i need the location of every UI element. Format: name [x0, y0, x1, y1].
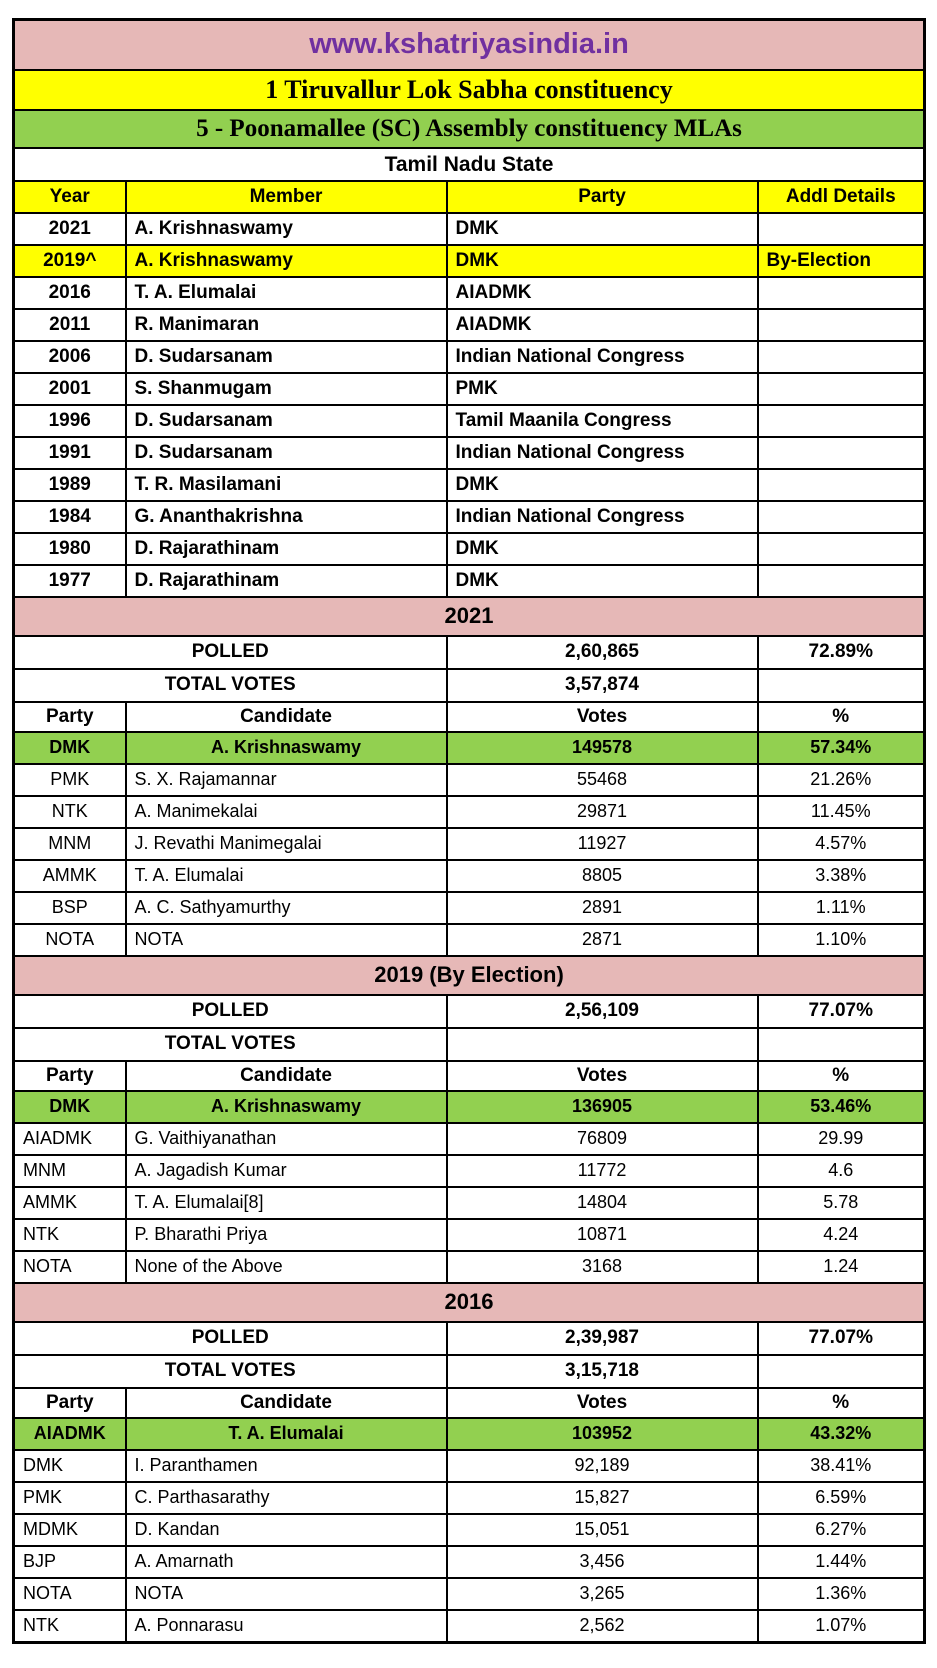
percent-cell: 53.46% [758, 1091, 925, 1123]
total-votes-row [14, 669, 925, 702]
winner-result-row [14, 1091, 925, 1123]
year-cell: 1991 [14, 437, 126, 469]
addl-details-column-header: Addl Details [758, 181, 925, 213]
percent-cell: 11.45% [758, 796, 925, 828]
percent-cell: 1.44% [758, 1546, 925, 1578]
member-cell: R. Manimaran [126, 309, 447, 341]
party-cell: Indian National Congress [447, 437, 758, 469]
party-cell: AIADMK [447, 309, 758, 341]
result-row [14, 1155, 925, 1187]
mla-row [14, 565, 925, 597]
member-cell: T. A. Elumalai [126, 277, 447, 309]
result-row [14, 1123, 925, 1155]
mla-row [14, 213, 925, 245]
member-cell: G. Ananthakrishna [126, 501, 447, 533]
result-row [14, 860, 925, 892]
percent-cell: 1.07% [758, 1610, 925, 1643]
party-cell: PMK [14, 764, 126, 796]
votes-cell: 8805 [447, 860, 758, 892]
winner-result-row [14, 732, 925, 764]
party-cell: AMMK [14, 860, 126, 892]
votes-cell: 55468 [447, 764, 758, 796]
percent-cell: 4.24 [758, 1219, 925, 1251]
mla-header-row [14, 181, 925, 213]
party-cell: MNM [14, 1155, 126, 1187]
votes-cell: 14804 [447, 1187, 758, 1219]
mla-row-byelection [14, 245, 925, 277]
addl-cell [758, 501, 925, 533]
party-cell: DMK [447, 213, 758, 245]
year-cell: 2011 [14, 309, 126, 341]
candidate-cell: A. Krishnaswamy [126, 732, 447, 764]
votes-column-header: Votes [447, 702, 758, 732]
party-cell: DMK [447, 565, 758, 597]
candidate-cell: NOTA [126, 924, 447, 956]
percent-cell: 29.99 [758, 1123, 925, 1155]
result-row [14, 892, 925, 924]
result-row [14, 1187, 925, 1219]
party-column-header: Party [447, 181, 758, 213]
addl-cell [758, 213, 925, 245]
candidate-cell: None of the Above [126, 1251, 447, 1283]
polled-percent: 77.07% [758, 1322, 925, 1355]
votes-cell: 29871 [447, 796, 758, 828]
candidate-cell: C. Parthasarathy [126, 1482, 447, 1514]
polled-percent: 72.89% [758, 636, 925, 669]
party-cell: BJP [14, 1546, 126, 1578]
votes-cell: 11927 [447, 828, 758, 860]
party-cell: AMMK [14, 1187, 126, 1219]
addl-cell [758, 341, 925, 373]
votes-cell: 3168 [447, 1251, 758, 1283]
results-header-row [14, 1388, 925, 1418]
total-votes-percent [758, 669, 925, 702]
votes-cell: 2871 [447, 924, 758, 956]
addl-cell [758, 405, 925, 437]
votes-cell: 92,189 [447, 1450, 758, 1482]
candidate-cell: A. Amarnath [126, 1546, 447, 1578]
total-votes-label: TOTAL VOTES [14, 669, 447, 702]
candidate-cell: D. Kandan [126, 1514, 447, 1546]
result-row [14, 828, 925, 860]
votes-cell: 2891 [447, 892, 758, 924]
result-row [14, 924, 925, 956]
votes-column-header: Votes [447, 1061, 758, 1091]
addl-cell [758, 533, 925, 565]
party-cell: NOTA [14, 924, 126, 956]
party-cell: Tamil Maanila Congress [447, 405, 758, 437]
polled-label: POLLED [14, 636, 447, 669]
polled-row [14, 995, 925, 1028]
year-cell: 2019^ [14, 245, 126, 277]
total-votes-row [14, 1355, 925, 1388]
member-cell: D. Sudarsanam [126, 341, 447, 373]
member-column-header: Member [126, 181, 447, 213]
party-cell: NTK [14, 796, 126, 828]
result-row [14, 1219, 925, 1251]
polled-label: POLLED [14, 995, 447, 1028]
votes-cell: 76809 [447, 1123, 758, 1155]
year-cell: 1977 [14, 565, 126, 597]
total-votes-percent [758, 1355, 925, 1388]
candidate-cell: T. A. Elumalai[8] [126, 1187, 447, 1219]
candidate-cell: A. Krishnaswamy [126, 1091, 447, 1123]
percent-cell: 1.36% [758, 1578, 925, 1610]
percent-cell: 57.34% [758, 732, 925, 764]
mla-row [14, 469, 925, 501]
party-cell: DMK [14, 732, 126, 764]
member-cell: S. Shanmugam [126, 373, 447, 405]
party-cell: DMK [447, 469, 758, 501]
total-votes-row [14, 1028, 925, 1061]
election-year-banner: 2019 (By Election) [14, 956, 925, 995]
votes-cell: 2,562 [447, 1610, 758, 1643]
winner-result-row [14, 1418, 925, 1450]
addl-cell: By-Election [758, 245, 925, 277]
total-votes-label: TOTAL VOTES [14, 1028, 447, 1061]
party-cell: AIADMK [447, 277, 758, 309]
candidate-cell: T. A. Elumalai [126, 1418, 447, 1450]
member-cell: D. Rajarathinam [126, 565, 447, 597]
addl-cell [758, 437, 925, 469]
party-cell: DMK [447, 245, 758, 277]
party-cell: AIADMK [14, 1123, 126, 1155]
mla-row [14, 341, 925, 373]
party-cell: PMK [447, 373, 758, 405]
member-cell: A. Krishnaswamy [126, 245, 447, 277]
percent-cell: 4.57% [758, 828, 925, 860]
result-row [14, 1610, 925, 1643]
polled-percent: 77.07% [758, 995, 925, 1028]
member-cell: T. R. Masilamani [126, 469, 447, 501]
year-cell: 2016 [14, 277, 126, 309]
votes-cell: 136905 [447, 1091, 758, 1123]
party-cell: PMK [14, 1482, 126, 1514]
candidate-column-header: Candidate [126, 702, 447, 732]
percent-cell: 38.41% [758, 1450, 925, 1482]
year-cell: 1984 [14, 501, 126, 533]
mla-row [14, 309, 925, 341]
mla-history-section [14, 181, 925, 597]
party-cell: NOTA [14, 1251, 126, 1283]
result-row [14, 1482, 925, 1514]
polled-label: POLLED [14, 1322, 447, 1355]
total-votes-value: 3,15,718 [447, 1355, 758, 1388]
percent-cell: 3.38% [758, 860, 925, 892]
party-cell: MDMK [14, 1514, 126, 1546]
percent-cell: 6.59% [758, 1482, 925, 1514]
election-year-banner: 2016 [14, 1283, 925, 1322]
party-cell: NTK [14, 1219, 126, 1251]
total-votes-value [447, 1028, 758, 1061]
state-title: Tamil Nadu State [14, 148, 925, 181]
candidate-cell: G. Vaithiyanathan [126, 1123, 447, 1155]
election-2021-section [14, 597, 925, 956]
result-row [14, 1578, 925, 1610]
website-title: www.kshatriyasindia.in [14, 20, 925, 71]
mla-row [14, 533, 925, 565]
percent-cell: 5.78 [758, 1187, 925, 1219]
party-cell: NOTA [14, 1578, 126, 1610]
party-cell: MNM [14, 828, 126, 860]
candidate-cell: T. A. Elumalai [126, 860, 447, 892]
banner-section [14, 20, 925, 182]
addl-cell [758, 277, 925, 309]
percent-cell: 21.26% [758, 764, 925, 796]
candidate-cell: A. C. Sathyamurthy [126, 892, 447, 924]
candidate-cell: I. Paranthamen [126, 1450, 447, 1482]
candidate-cell: J. Revathi Manimegalai [126, 828, 447, 860]
polled-value: 2,56,109 [447, 995, 758, 1028]
result-row [14, 1514, 925, 1546]
results-header-row [14, 1061, 925, 1091]
votes-cell: 149578 [447, 732, 758, 764]
percent-column-header: % [758, 702, 925, 732]
year-cell: 2001 [14, 373, 126, 405]
party-cell: DMK [14, 1091, 126, 1123]
mla-row [14, 437, 925, 469]
votes-cell: 3,456 [447, 1546, 758, 1578]
party-column-header: Party [14, 1061, 126, 1091]
votes-column-header: Votes [447, 1388, 758, 1418]
total-votes-label: TOTAL VOTES [14, 1355, 447, 1388]
result-row [14, 1450, 925, 1482]
year-cell: 2006 [14, 341, 126, 373]
addl-cell [758, 565, 925, 597]
party-cell: DMK [447, 533, 758, 565]
result-row [14, 764, 925, 796]
party-column-header: Party [14, 702, 126, 732]
votes-cell: 11772 [447, 1155, 758, 1187]
election-2016-section [14, 1283, 925, 1643]
percent-cell: 1.10% [758, 924, 925, 956]
member-cell: D. Rajarathinam [126, 533, 447, 565]
constituency-results-table [12, 18, 926, 1644]
year-column-header: Year [14, 181, 126, 213]
polled-row [14, 1322, 925, 1355]
total-votes-percent [758, 1028, 925, 1061]
total-votes-value: 3,57,874 [447, 669, 758, 702]
mla-row [14, 501, 925, 533]
election-2019-section [14, 956, 925, 1283]
percent-cell: 1.11% [758, 892, 925, 924]
candidate-cell: NOTA [126, 1578, 447, 1610]
candidate-column-header: Candidate [126, 1061, 447, 1091]
party-cell: AIADMK [14, 1418, 126, 1450]
election-year-banner: 2021 [14, 597, 925, 636]
candidate-cell: A. Ponnarasu [126, 1610, 447, 1643]
year-cell: 1989 [14, 469, 126, 501]
party-cell: Indian National Congress [447, 341, 758, 373]
votes-cell: 103952 [447, 1418, 758, 1450]
year-cell: 2021 [14, 213, 126, 245]
votes-cell: 15,051 [447, 1514, 758, 1546]
candidate-cell: S. X. Rajamannar [126, 764, 447, 796]
candidate-column-header: Candidate [126, 1388, 447, 1418]
mla-row [14, 405, 925, 437]
polled-value: 2,60,865 [447, 636, 758, 669]
party-cell: NTK [14, 1610, 126, 1643]
party-cell: BSP [14, 892, 126, 924]
percent-cell: 4.6 [758, 1155, 925, 1187]
party-cell: DMK [14, 1450, 126, 1482]
mla-row [14, 373, 925, 405]
member-cell: A. Krishnaswamy [126, 213, 447, 245]
mla-row [14, 277, 925, 309]
addl-cell [758, 469, 925, 501]
member-cell: D. Sudarsanam [126, 405, 447, 437]
results-header-row [14, 702, 925, 732]
member-cell: D. Sudarsanam [126, 437, 447, 469]
result-row [14, 1546, 925, 1578]
votes-cell: 10871 [447, 1219, 758, 1251]
addl-cell [758, 309, 925, 341]
lok-sabha-title: 1 Tiruvallur Lok Sabha constituency [14, 70, 925, 110]
assembly-title: 5 - Poonamallee (SC) Assembly constituency MLAs [14, 110, 925, 148]
party-column-header: Party [14, 1388, 126, 1418]
addl-cell [758, 373, 925, 405]
candidate-cell: A. Manimekalai [126, 796, 447, 828]
percent-column-header: % [758, 1388, 925, 1418]
year-cell: 1980 [14, 533, 126, 565]
result-row [14, 1251, 925, 1283]
percent-column-header: % [758, 1061, 925, 1091]
candidate-cell: P. Bharathi Priya [126, 1219, 447, 1251]
votes-cell: 3,265 [447, 1578, 758, 1610]
percent-cell: 6.27% [758, 1514, 925, 1546]
votes-cell: 15,827 [447, 1482, 758, 1514]
candidate-cell: A. Jagadish Kumar [126, 1155, 447, 1187]
percent-cell: 1.24 [758, 1251, 925, 1283]
result-row [14, 796, 925, 828]
percent-cell: 43.32% [758, 1418, 925, 1450]
polled-row [14, 636, 925, 669]
party-cell: Indian National Congress [447, 501, 758, 533]
year-cell: 1996 [14, 405, 126, 437]
polled-value: 2,39,987 [447, 1322, 758, 1355]
